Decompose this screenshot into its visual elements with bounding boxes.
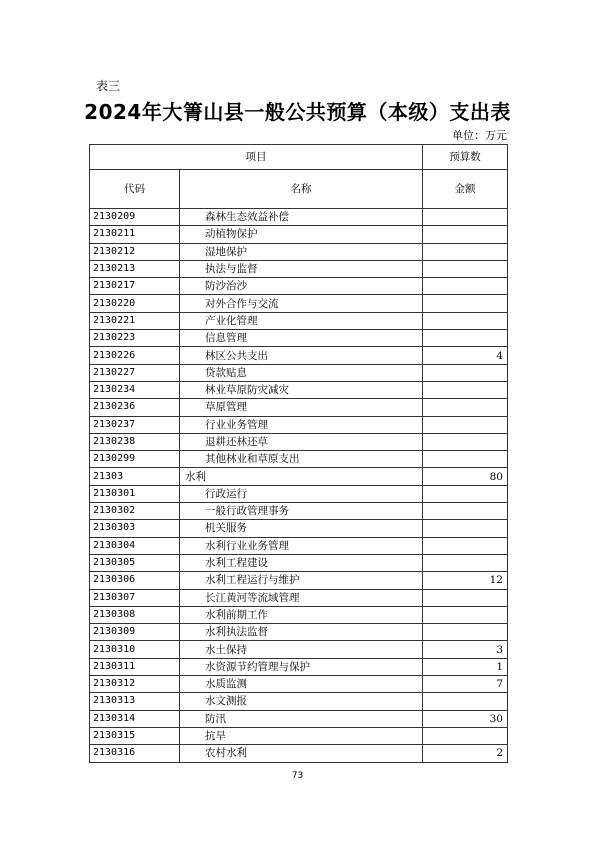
row-code: 2130221: [90, 312, 180, 329]
row-amount: [423, 260, 508, 277]
table-row: [90, 278, 508, 295]
table-row: [90, 295, 508, 312]
row-code: 2130212: [90, 243, 180, 260]
table-row: [90, 468, 508, 485]
table-row: [90, 364, 508, 381]
table-row: [90, 710, 508, 727]
header-budget: 预算数: [423, 145, 508, 170]
row-name: 信息管理: [180, 330, 423, 347]
row-amount: [423, 727, 508, 744]
row-amount: 3: [423, 641, 508, 658]
row-name: 林业草原防灾减灾: [180, 381, 423, 398]
row-name: 行业业务管理: [180, 416, 423, 433]
row-code: 2130220: [90, 295, 180, 312]
row-name: 退耕还林还草: [180, 433, 423, 450]
header-row-group: [90, 145, 508, 170]
row-name: 水文测报: [180, 693, 423, 710]
row-name: 农村水利: [180, 745, 423, 762]
table-row: [90, 745, 508, 762]
row-amount: [423, 520, 508, 537]
table-row: [90, 554, 508, 571]
table-row: [90, 658, 508, 675]
table-row: [90, 641, 508, 658]
row-amount: [423, 312, 508, 329]
row-code: 2130312: [90, 676, 180, 693]
table-row: [90, 485, 508, 502]
row-name: 其他林业和草原支出: [180, 451, 423, 468]
row-code: 2130301: [90, 485, 180, 502]
table-row: [90, 451, 508, 468]
table-row: [90, 381, 508, 398]
table-row: [90, 347, 508, 364]
row-code: 2130217: [90, 278, 180, 295]
row-code: 2130304: [90, 537, 180, 554]
row-amount: [423, 381, 508, 398]
row-code: 2130223: [90, 330, 180, 347]
row-amount: [423, 485, 508, 502]
row-amount: 1: [423, 658, 508, 675]
table-row: [90, 503, 508, 520]
row-name: 防沙治沙: [180, 278, 423, 295]
row-code: 2130311: [90, 658, 180, 675]
table-row: [90, 676, 508, 693]
row-code: 2130313: [90, 693, 180, 710]
row-code: 2130307: [90, 589, 180, 606]
row-name: 草原管理: [180, 399, 423, 416]
row-code: 2130309: [90, 624, 180, 641]
page-number: 73: [291, 771, 304, 781]
table-row: [90, 433, 508, 450]
row-amount: [423, 451, 508, 468]
row-code: 2130303: [90, 520, 180, 537]
row-code: 2130310: [90, 641, 180, 658]
row-name: 水利行业业务管理: [180, 537, 423, 554]
row-amount: 80: [423, 468, 508, 485]
row-name: 水资源节约管理与保护: [180, 658, 423, 675]
row-amount: [423, 226, 508, 243]
row-amount: [423, 295, 508, 312]
row-name: 水土保持: [180, 641, 423, 658]
table-row: [90, 243, 508, 260]
table-row: [90, 312, 508, 329]
row-amount: 4: [423, 347, 508, 364]
table-body: [90, 209, 508, 763]
row-amount: [423, 503, 508, 520]
row-name: 对外合作与交流: [180, 295, 423, 312]
table-row: [90, 589, 508, 606]
table-row: [90, 416, 508, 433]
row-name: 执法与监督: [180, 260, 423, 277]
row-code: 2130227: [90, 364, 180, 381]
row-name: 水利前期工作: [180, 606, 423, 623]
table-row: [90, 537, 508, 554]
row-code: 2130209: [90, 209, 180, 226]
row-amount: [423, 624, 508, 641]
row-code: 2130299: [90, 451, 180, 468]
row-name: 林区公共支出: [180, 347, 423, 364]
row-name: 水利工程运行与维护: [180, 572, 423, 589]
row-code: 2130305: [90, 554, 180, 571]
table-row: [90, 209, 508, 226]
table-label: 表三: [96, 79, 121, 93]
row-amount: 2: [423, 745, 508, 762]
row-amount: [423, 416, 508, 433]
row-code: 2130211: [90, 226, 180, 243]
table-row: [90, 572, 508, 589]
row-code: 2130234: [90, 381, 180, 398]
row-name: 抗旱: [180, 727, 423, 744]
row-amount: 12: [423, 572, 508, 589]
row-code: 2130213: [90, 260, 180, 277]
row-amount: [423, 364, 508, 381]
row-amount: 30: [423, 710, 508, 727]
row-code: 21303: [90, 468, 180, 485]
header-project: 项目: [90, 145, 423, 170]
row-name: 一般行政管理事务: [180, 503, 423, 520]
table-row: [90, 693, 508, 710]
table-row: [90, 727, 508, 744]
row-code: 2130315: [90, 727, 180, 744]
table-row: [90, 260, 508, 277]
row-amount: [423, 209, 508, 226]
row-code: 2130306: [90, 572, 180, 589]
row-code: 2130237: [90, 416, 180, 433]
table-row: [90, 606, 508, 623]
row-name: 行政运行: [180, 485, 423, 502]
row-code: 2130302: [90, 503, 180, 520]
row-name: 水利工程建设: [180, 554, 423, 571]
row-code: 2130236: [90, 399, 180, 416]
row-name: 水利: [180, 468, 423, 485]
page-title: 2024年大箐山县一般公共预算（本级）支出表: [84, 100, 511, 124]
header-code: 代码: [90, 170, 180, 209]
row-name: 水质监测: [180, 676, 423, 693]
row-name: 长江黄河等流域管理: [180, 589, 423, 606]
row-amount: [423, 433, 508, 450]
row-name: 森林生态效益补偿: [180, 209, 423, 226]
row-name: 产业化管理: [180, 312, 423, 329]
table-row: [90, 399, 508, 416]
row-name: 水利执法监督: [180, 624, 423, 641]
table-row: [90, 520, 508, 537]
header-row-columns: [90, 170, 508, 209]
row-amount: 7: [423, 676, 508, 693]
row-name: 贷款贴息: [180, 364, 423, 381]
row-amount: [423, 554, 508, 571]
table-row: [90, 330, 508, 347]
row-name: 机关服务: [180, 520, 423, 537]
row-amount: [423, 278, 508, 295]
header-name: 名称: [180, 170, 423, 209]
row-code: 2130314: [90, 710, 180, 727]
row-amount: [423, 243, 508, 260]
row-amount: [423, 330, 508, 347]
table-row: [90, 226, 508, 243]
row-code: 2130238: [90, 433, 180, 450]
row-code: 2130226: [90, 347, 180, 364]
row-name: 动植物保护: [180, 226, 423, 243]
table-row: [90, 624, 508, 641]
header-amount: 金额: [423, 170, 508, 209]
row-amount: [423, 693, 508, 710]
row-name: 防汛: [180, 710, 423, 727]
row-amount: [423, 537, 508, 554]
budget-table: [89, 144, 508, 763]
row-amount: [423, 399, 508, 416]
row-amount: [423, 606, 508, 623]
row-code: 2130308: [90, 606, 180, 623]
row-code: 2130316: [90, 745, 180, 762]
unit-label: 单位：万元: [452, 129, 507, 142]
row-amount: [423, 589, 508, 606]
row-name: 湿地保护: [180, 243, 423, 260]
